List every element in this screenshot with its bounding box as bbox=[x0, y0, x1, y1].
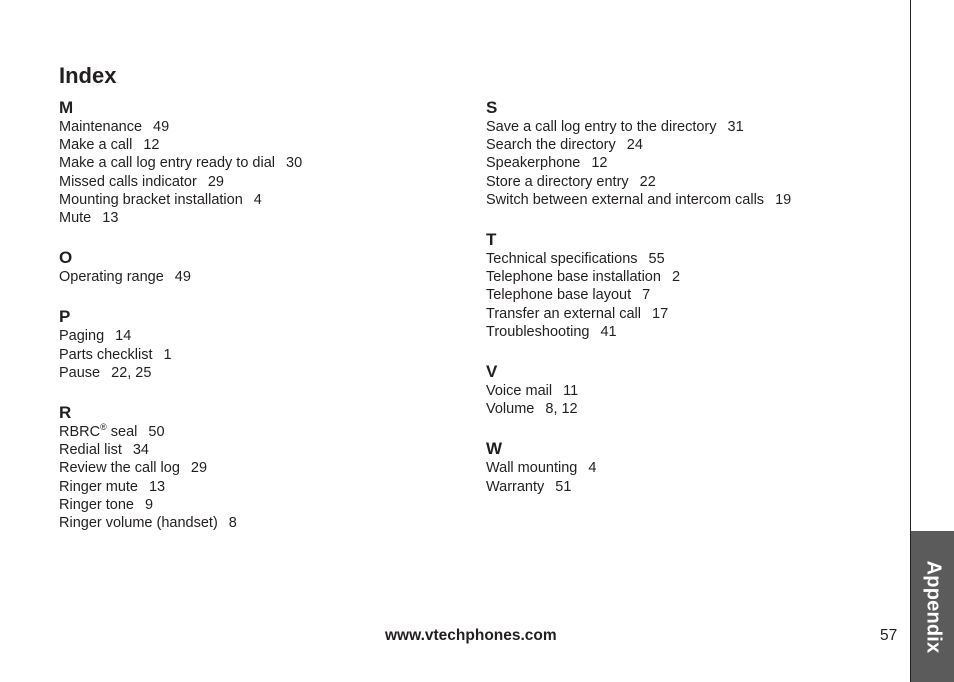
entry-page: 12 bbox=[143, 137, 160, 154]
index-entry bbox=[59, 459, 459, 477]
footer-url: www.vtechphones.com bbox=[385, 627, 557, 644]
entry-term: Ringer volume (handset) bbox=[59, 515, 218, 532]
entry-term: Missed calls indicator bbox=[59, 173, 197, 190]
entry-term: Save a call log entry to the directory bbox=[486, 119, 717, 135]
index-entry bbox=[59, 327, 459, 345]
section-letter: V bbox=[486, 362, 498, 382]
entry-page: 22, 25 bbox=[111, 364, 152, 381]
entry-page: 11 bbox=[563, 383, 579, 400]
entry-term: Transfer an external call bbox=[486, 305, 642, 322]
entry-page: 12 bbox=[591, 155, 608, 172]
entry-page: 51 bbox=[555, 478, 572, 495]
section-letter: R bbox=[59, 403, 72, 423]
index-entry bbox=[59, 364, 459, 382]
entry-page: 2 bbox=[671, 269, 681, 286]
entry-page: 30 bbox=[286, 155, 303, 172]
section-letter: W bbox=[486, 439, 503, 459]
entry-page: 49 bbox=[153, 119, 170, 135]
index-section-m bbox=[59, 98, 459, 227]
entry-page: 24 bbox=[626, 137, 643, 154]
index-entry bbox=[486, 191, 886, 209]
index-section-v bbox=[486, 362, 886, 418]
entry-term: Mounting bracket installation bbox=[59, 191, 243, 208]
section-letter: O bbox=[59, 248, 73, 268]
index-entry bbox=[486, 118, 886, 136]
entry-page: 50 bbox=[148, 424, 165, 441]
entry-page: 4 bbox=[253, 191, 262, 208]
entry-term: Redial list bbox=[59, 442, 122, 459]
entry-page: 55 bbox=[648, 251, 665, 268]
entry-term: Make a call log entry ready to dial bbox=[59, 155, 275, 172]
index-entry bbox=[486, 173, 886, 191]
entry-term: RBRC bbox=[59, 424, 101, 441]
entry-term: Paging bbox=[59, 328, 105, 345]
entry-page: 13 bbox=[102, 210, 119, 227]
page-title: Index bbox=[59, 63, 117, 88]
entry-term: Warranty bbox=[486, 478, 545, 495]
entry-page: 29 bbox=[207, 173, 224, 190]
index-section-p bbox=[59, 307, 459, 382]
section-letter: P bbox=[59, 307, 71, 327]
entry-term: Review the call log bbox=[59, 460, 180, 477]
index-entry bbox=[59, 496, 459, 514]
entry-page: 49 bbox=[174, 269, 191, 286]
index-entry bbox=[486, 136, 886, 154]
index-section-o bbox=[59, 248, 459, 286]
index-entry bbox=[59, 154, 459, 172]
index-entry bbox=[59, 209, 459, 227]
entry-term: Pause bbox=[59, 364, 101, 381]
index-entry bbox=[59, 478, 459, 496]
entry-page: 34 bbox=[132, 442, 149, 459]
entry-term: Operating range bbox=[59, 269, 164, 286]
section-letter: S bbox=[486, 98, 498, 117]
index-entry bbox=[59, 118, 459, 136]
entry-term: Switch between external and intercom calls bbox=[486, 191, 765, 208]
index-entry bbox=[59, 268, 459, 286]
index-entry bbox=[486, 154, 886, 172]
entry-term: Maintenance bbox=[59, 119, 143, 135]
entry-page: 14 bbox=[115, 328, 132, 345]
entry-page: 22 bbox=[639, 173, 656, 190]
index-entry bbox=[59, 191, 459, 209]
entry-term: Speakerphone bbox=[486, 155, 581, 172]
index-section-t bbox=[486, 230, 886, 341]
index-entry bbox=[486, 286, 886, 304]
index-entry bbox=[486, 382, 886, 400]
entry-term: Store a directory entry bbox=[486, 173, 629, 190]
index-section-s bbox=[486, 98, 886, 209]
appendix-tab bbox=[911, 531, 954, 682]
entry-page: 8, 12 bbox=[545, 401, 578, 418]
entry-term: Make a call bbox=[59, 137, 133, 154]
entry-term: Wall mounting bbox=[486, 460, 578, 477]
entry-term: Ringer mute bbox=[59, 478, 138, 495]
entry-term: Technical specifications bbox=[486, 251, 638, 268]
entry-page: 31 bbox=[727, 119, 744, 135]
entry-page: 19 bbox=[775, 191, 792, 208]
index-column-right bbox=[486, 98, 886, 517]
section-letter: M bbox=[59, 98, 74, 117]
page-number: 57 bbox=[880, 627, 898, 644]
section-letter: T bbox=[486, 230, 497, 250]
index-entry bbox=[59, 346, 459, 364]
entry-page: 41 bbox=[600, 323, 617, 340]
index-entry bbox=[486, 305, 886, 323]
index-section-w bbox=[486, 439, 886, 495]
index-entry bbox=[59, 441, 459, 459]
index-entry bbox=[59, 136, 459, 154]
entry-page: 1 bbox=[163, 346, 172, 363]
entry-term-suffix: seal bbox=[106, 424, 138, 441]
index-entry bbox=[486, 478, 886, 496]
entry-term: Ringer tone bbox=[59, 496, 134, 513]
entry-term: Volume bbox=[486, 401, 535, 418]
entry-page: 13 bbox=[148, 478, 166, 495]
entry-term: Voice mail bbox=[486, 383, 553, 400]
entry-term: Mute bbox=[59, 210, 92, 227]
index-column-left bbox=[59, 98, 459, 553]
registered-mark: ® bbox=[100, 422, 107, 433]
entry-term: Telephone base layout bbox=[486, 287, 632, 304]
entry-page: 4 bbox=[588, 460, 597, 477]
index-entry bbox=[486, 323, 886, 341]
index-entry bbox=[59, 514, 459, 532]
appendix-tab-label: Appendix bbox=[922, 560, 944, 653]
entry-page: 9 bbox=[144, 496, 154, 513]
index-entry bbox=[59, 173, 459, 191]
entry-page: 8 bbox=[228, 515, 237, 532]
entry-term: Parts checklist bbox=[59, 346, 153, 363]
entry-term: Telephone base installation bbox=[486, 269, 661, 286]
entry-page: 7 bbox=[642, 287, 651, 304]
entry-page: 17 bbox=[652, 305, 669, 322]
index-entry bbox=[486, 459, 886, 477]
index-entry bbox=[486, 250, 886, 268]
index-entry bbox=[59, 423, 459, 441]
entry-term: Search the directory bbox=[486, 137, 616, 154]
entry-term: Troubleshooting bbox=[486, 323, 590, 340]
entry-page: 29 bbox=[190, 460, 208, 477]
index-entry bbox=[486, 400, 886, 418]
index-section-r bbox=[59, 403, 459, 532]
index-entry bbox=[486, 268, 886, 286]
